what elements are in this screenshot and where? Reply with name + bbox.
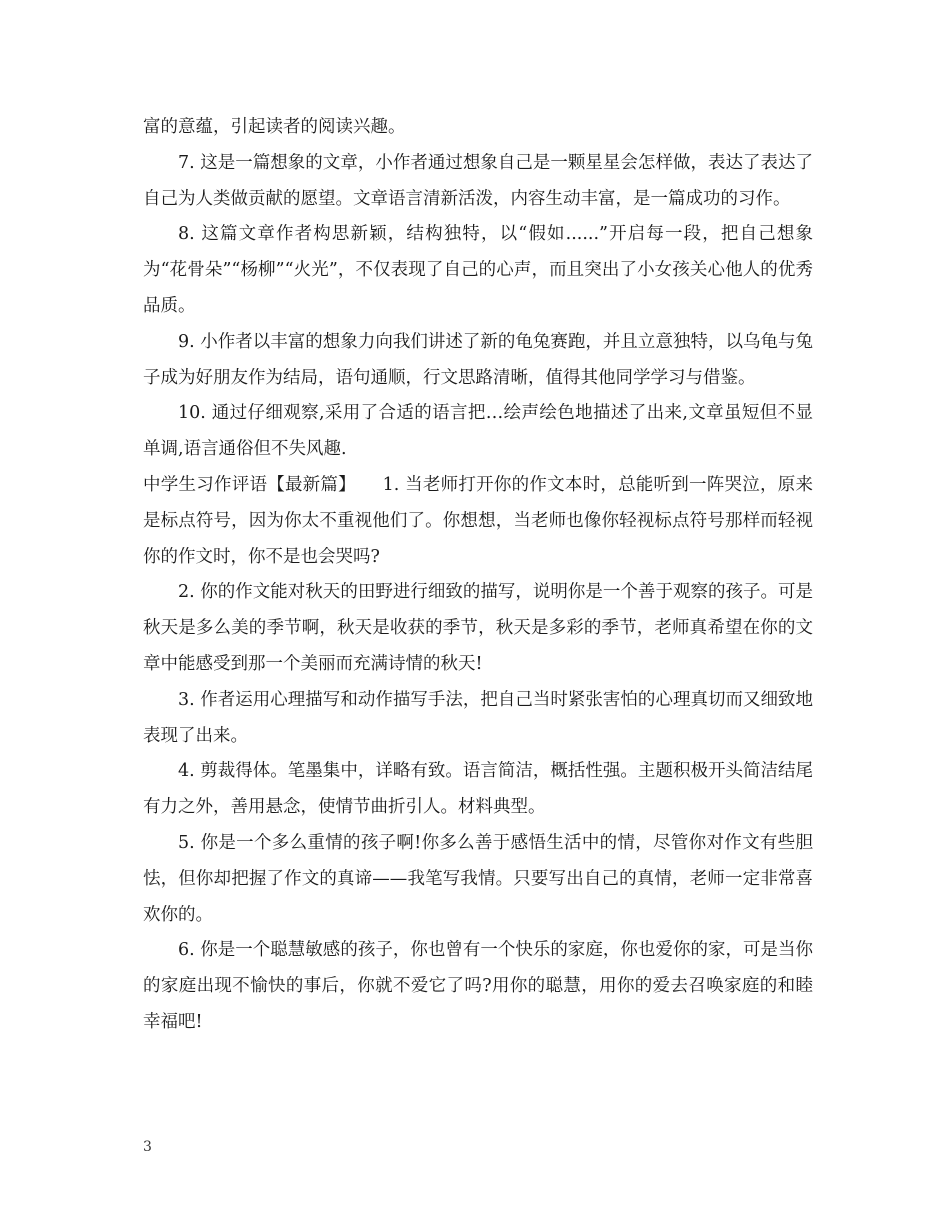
document-body [143, 110, 813, 1041]
paragraph-comment-6: 6. 你是一个聪慧敏感的孩子，你也曾有一个快乐的家庭，你也爱你的家，可是当你的家庭出现不愉快的事后，你就不爱它了吗?用你的聪慧，用你的爱去召唤家庭的和睦幸福吧! [143, 940, 813, 1032]
paragraph-comment-2: 2. 你的作文能对秋天的田野进行细致的描写，说明你是一个善于观察的孩子。可是秋天是多么美的季节啊，秋天是收获的季节，秋天是多彩的季节，老师真希望在你的文章中能感受到那一个美丽而充满诗情的秋天! [143, 582, 813, 674]
paragraph-comment-10: 10. 通过仔细观察,采用了合适的语言把…绘声绘色地描述了出来,文章虽短但不显单调,语言通俗但不失风趣. [143, 403, 813, 460]
paragraph-comment-4: 4. 剪裁得体。笔墨集中，详略有致。语言简洁，概括性强。主题积极开头简洁结尾有力之外，善用悬念，使情节曲折引人。材料典型。 [143, 761, 813, 818]
paragraph-comment-7: 7. 这是一篇想象的文章，小作者通过想象自己是一颗星星会怎样做，表达了表达了自己为人类做贡献的愿望。文章语言清新活泼，内容生动丰富，是一篇成功的习作。 [143, 152, 813, 209]
paragraph-comment-8: 8. 这篇文章作者构思新颖，结构独特，以“假如......”开启每一段，把自己想象为“花骨朵”“杨柳”“火光”，不仅表现了自己的心声，而且突出了小女孩关心他人的优秀品质。 [143, 224, 813, 316]
paragraph-section-heading-comment-1: 中学生习作评语【最新篇】 1. 当老师打开你的作文本时，总能听到一阵哭泣，原来是标点符号，因为你太不重视他们了。你想想，当老师也像你轻视标点符号那样而轻视你的作文时，你不是也会哭吗? [143, 474, 813, 567]
paragraph-comment-3: 3. 作者运用心理描写和动作描写手法，把自己当时紧张害怕的心理真切而又细致地表现了出来。 [143, 689, 813, 746]
paragraph-comment-9: 9. 小作者以丰富的想象力向我们讲述了新的龟兔赛跑，并且立意独特，以乌龟与兔子成为好朋友作为结局，语句通顺，行文思路清晰，值得其他同学学习与借鉴。 [143, 331, 813, 388]
paragraph-continuation: 富的意蕴，引起读者的阅读兴趣。 [143, 117, 406, 137]
page-number: 3 [143, 1139, 152, 1155]
paragraph-comment-5: 5. 你是一个多么重情的孩子啊!你多么善于感悟生活中的情，尽管你对作文有些胆怯，但你却把握了作文的真谛——我笔写我情。只要写出自己的真情，老师一定非常喜欢你的。 [143, 832, 813, 925]
